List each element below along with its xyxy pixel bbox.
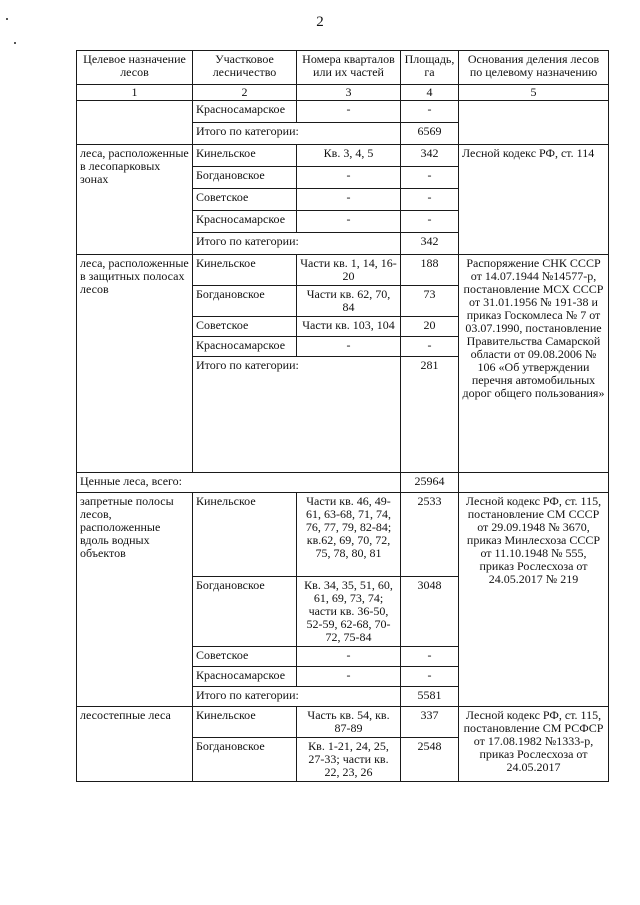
district-cell: Богдановское — [193, 738, 297, 782]
area-cell: 188 — [401, 255, 459, 286]
total-area: 6569 — [401, 123, 459, 145]
table-row — [77, 145, 609, 167]
header-index: 4 — [401, 85, 459, 101]
header-basis: Основания деления лесов по целевому назначению — [459, 51, 609, 85]
area-cell: 20 — [401, 317, 459, 337]
total-area: 5581 — [401, 687, 459, 707]
header-index: 2 — [193, 85, 297, 101]
district-cell: Советское — [193, 317, 297, 337]
total-label: Итого по категории: — [193, 357, 401, 473]
area-cell: 342 — [401, 145, 459, 167]
quarters-cell: - — [297, 211, 401, 233]
basis-cell-empty — [459, 101, 609, 145]
area-cell: 2533 — [401, 493, 459, 577]
category-cell: леса, расположенные в защитных полосах лесов — [77, 255, 193, 473]
header-row — [77, 51, 609, 85]
area-cell: - — [401, 167, 459, 189]
total-area: 281 — [401, 357, 459, 473]
district-cell: Красносамарское — [193, 337, 297, 357]
forest-purpose-table — [76, 50, 609, 782]
grand-total-area: 25964 — [401, 473, 459, 493]
page-number: 2 — [316, 14, 324, 30]
area-cell: - — [401, 667, 459, 687]
header-index: 5 — [459, 85, 609, 101]
basis-cell-empty — [459, 473, 609, 493]
category-cell: запретные полосы лесов, расположенные вдоль водных объектов — [77, 493, 193, 707]
header-area: Площадь, га — [401, 51, 459, 85]
table-row — [77, 707, 609, 738]
quarters-cell: Кв. 3, 4, 5 — [297, 145, 401, 167]
area-cell: - — [401, 337, 459, 357]
district-cell: Кинельское — [193, 145, 297, 167]
category-cell-empty — [77, 101, 193, 145]
quarters-cell: Части кв. 62, 70, 84 — [297, 286, 401, 317]
area-cell: - — [401, 101, 459, 123]
area-cell: 3048 — [401, 577, 459, 647]
area-cell: 2548 — [401, 738, 459, 782]
header-purpose: Целевое назначение лесов — [77, 51, 193, 85]
area-cell: - — [401, 211, 459, 233]
district-cell: Красносамарское — [193, 211, 297, 233]
district-cell: Кинельское — [193, 493, 297, 577]
district-cell: Кинельское — [193, 707, 297, 738]
quarters-cell: Кв. 34, 35, 51, 60, 61, 69, 73, 74; части кв. 36-50, 52-59, 62-68, 70-72, 75-84 — [297, 577, 401, 647]
table-row — [77, 101, 609, 123]
quarters-cell: Части кв. 103, 104 — [297, 317, 401, 337]
basis-cell: Лесной кодекс РФ, ст. 115, постановление СМ РСФСР от 17.08.1982 №1333-р, приказ Рослесхоза от 24.05.2017 — [459, 707, 609, 782]
quarters-cell: Части кв. 46, 49-61, 63-68, 71, 74, 76, 77, 79, 82-84; кв.62, 69, 70, 72, 75, 78, 80, 81 — [297, 493, 401, 577]
quarters-cell: - — [297, 101, 401, 123]
total-label: Итого по категории: — [193, 123, 401, 145]
quarters-cell: - — [297, 647, 401, 667]
header-district: Участковое лесничество — [193, 51, 297, 85]
quarters-cell: Часть кв. 54, кв. 87-89 — [297, 707, 401, 738]
quarters-cell: - — [297, 337, 401, 357]
area-cell: 73 — [401, 286, 459, 317]
district-cell: Кинельское — [193, 255, 297, 286]
table-row — [77, 493, 609, 577]
header-index: 3 — [297, 85, 401, 101]
scan-mark — [14, 42, 16, 44]
district-cell: Богдановское — [193, 286, 297, 317]
district-cell: Красносамарское — [193, 101, 297, 123]
header-index-row — [77, 85, 609, 101]
scan-mark — [6, 18, 8, 20]
total-label: Итого по категории: — [193, 233, 401, 255]
header-quarters: Номера кварталов или их частей — [297, 51, 401, 85]
quarters-cell: Части кв. 1, 14, 16-20 — [297, 255, 401, 286]
total-label: Итого по категории: — [193, 687, 401, 707]
header-index: 1 — [77, 85, 193, 101]
basis-cell: Лесной кодекс РФ, ст. 114 — [459, 145, 609, 255]
category-cell: лесостепные леса — [77, 707, 193, 782]
grand-total-label: Ценные леса, всего: — [77, 473, 401, 493]
area-cell: 337 — [401, 707, 459, 738]
quarters-cell: - — [297, 189, 401, 211]
area-cell: - — [401, 647, 459, 667]
district-cell: Красносамарское — [193, 667, 297, 687]
district-cell: Богдановское — [193, 577, 297, 647]
quarters-cell: - — [297, 167, 401, 189]
district-cell: Богдановское — [193, 167, 297, 189]
grand-total-row — [77, 473, 609, 493]
district-cell: Советское — [193, 189, 297, 211]
quarters-cell: - — [297, 667, 401, 687]
basis-cell: Распоряжение СНК СССР от 14.07.1944 №14577-р, постановление МСХ СССР от 31.01.1956 № 191-38 и приказ Госкомлеса № 7 от 03.07.1990, постановление Правительства Самарской области от 09.08.2006 № 106 «Об утверждении перечня автомобильных дорог общего пользования» — [459, 255, 609, 473]
area-cell: - — [401, 189, 459, 211]
table-row — [77, 255, 609, 286]
quarters-cell: Кв. 1-21, 24, 25, 27-33; части кв. 22, 23, 26 — [297, 738, 401, 782]
total-area: 342 — [401, 233, 459, 255]
category-cell: леса, расположенные в лесопарковых зонах — [77, 145, 193, 255]
basis-cell: Лесной кодекс РФ, ст. 115, постановление СМ СССР от 29.09.1948 № 3670, приказ Минлесхоза СССР от 11.10.1948 № 555, приказ Рослесхоза от 24.05.2017 № 219 — [459, 493, 609, 707]
district-cell: Советское — [193, 647, 297, 667]
